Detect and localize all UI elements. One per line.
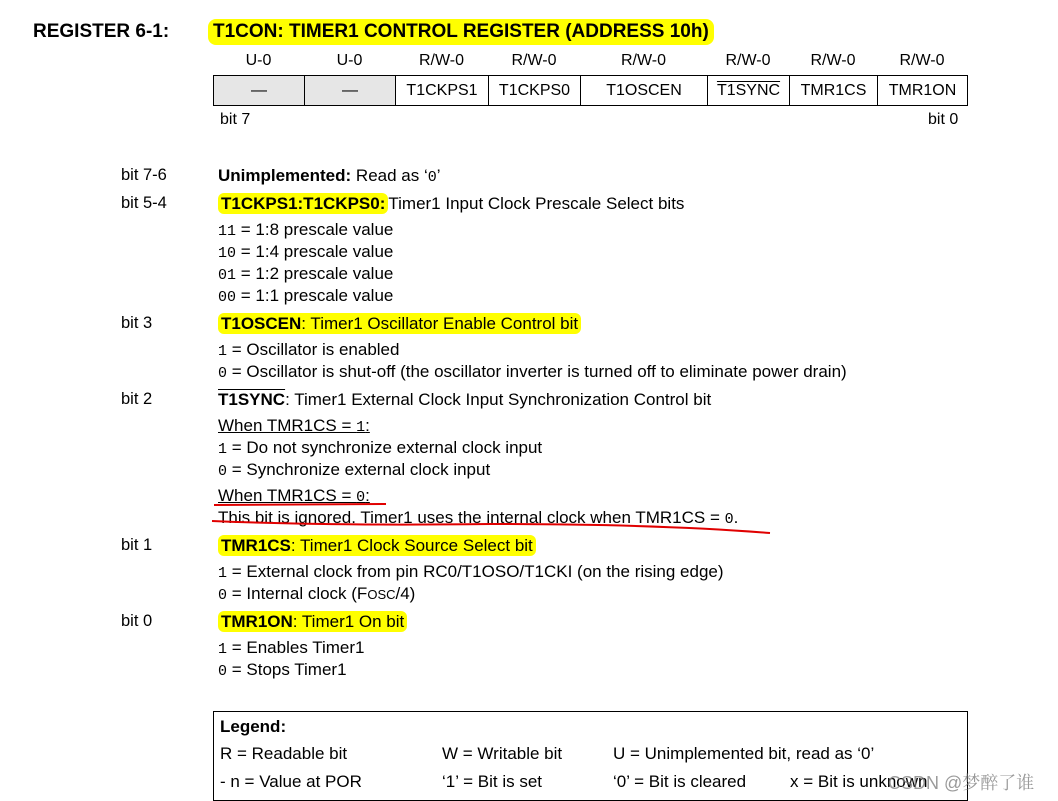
bit2-option-0 (218, 460, 490, 480)
bit3-highlight (218, 313, 581, 334)
when-text: When TMR1CS = (218, 416, 357, 435)
option-text-end: /4) (395, 584, 416, 603)
option-code: 0 (218, 463, 228, 480)
bit1-cell: TMR1CS (790, 76, 878, 106)
option-code: 00 (218, 289, 237, 306)
legend-unimplemented: U = Unimplemented bit, read as ‘0’ (613, 744, 875, 763)
access-bit5: R/W-0 (418, 52, 465, 69)
bit2-cell (708, 76, 790, 106)
ignored-text: This bit is ignored. Timer1 uses the internal clock when TMR1CS = (218, 508, 725, 527)
bit1-desc-text: : Timer1 Clock Source Select bit (290, 536, 533, 555)
register-access-row (213, 52, 969, 72)
bit0-marker: bit 0 (928, 111, 959, 128)
bit0-option-1 (218, 638, 365, 658)
register-title: T1CON: TIMER1 CONTROL REGISTER (ADDRESS 10h) (208, 19, 714, 45)
bit4-cell: T1CKPS0 (489, 76, 581, 106)
bit54-option-11 (218, 220, 393, 240)
access-bit1: R/W-0 (810, 52, 856, 69)
bit1-name: TMR1CS (221, 536, 291, 555)
bit76-label: bit 7-6 (121, 166, 167, 184)
option-text: = 1:8 prescale value (236, 220, 394, 239)
option-text: = 1:2 prescale value (236, 264, 394, 283)
option-code: 0 (218, 587, 228, 604)
t1sync-cell-label: T1SYNC (716, 81, 781, 99)
bit54-description (218, 194, 684, 214)
option-code: 11 (218, 223, 237, 240)
access-bit2: R/W-0 (725, 52, 771, 69)
bit0-highlight (218, 611, 407, 632)
bit76-text-end: ’ (436, 166, 441, 185)
bit76-description (218, 166, 441, 186)
access-bit0: R/W-0 (899, 52, 945, 69)
bit0-name: TMR1ON (221, 612, 293, 631)
when-code: 1 (356, 419, 366, 436)
legend-box (213, 711, 968, 801)
bit0-option-0 (218, 660, 347, 680)
legend-bit-unknown: x = Bit is unknown (790, 772, 928, 791)
bit0-cell: TMR1ON (878, 76, 968, 106)
option-code: 1 (218, 641, 228, 658)
legend-title: Legend: (220, 717, 287, 736)
when-code: 0 (356, 489, 366, 506)
red-underline-long (212, 521, 770, 533)
bit3-cell: T1OSCEN (581, 76, 708, 106)
option-code: 0 (218, 365, 228, 382)
bit2-desc-text: : Timer1 External Clock Input Synchronization Control bit (285, 390, 712, 409)
register-bit-table (213, 75, 968, 106)
option-code: 1 (218, 565, 228, 582)
when-colon: : (365, 486, 370, 505)
bit6-cell: — (305, 76, 396, 106)
legend-bit-cleared: ‘0’ = Bit is cleared (613, 772, 747, 791)
bit3-option-1 (218, 340, 399, 360)
option-code: 01 (218, 267, 237, 284)
bit1-label: bit 1 (121, 536, 153, 554)
watermark: CSDN @梦醉了谁 (888, 773, 1035, 793)
bit3-name: T1OSCEN (221, 314, 302, 333)
bit7-cell: — (214, 76, 305, 106)
bit0-desc-text: : Timer1 On bit (292, 612, 405, 631)
bit5-cell: T1CKPS1 (396, 76, 489, 106)
bit3-description (218, 314, 581, 334)
legend-por: - n = Value at POR (220, 772, 362, 791)
option-text: = Oscillator is enabled (227, 340, 400, 359)
bit2-description (218, 390, 711, 410)
when-text: When TMR1CS = (218, 486, 357, 505)
register-label: REGISTER 6-1: (33, 21, 170, 42)
bit1-description (218, 536, 536, 556)
option-text: = 1:4 prescale value (236, 242, 394, 261)
option-text: = Stops Timer1 (227, 660, 347, 679)
bit3-desc-text: : Timer1 Oscillator Enable Control bit (301, 314, 579, 333)
access-bit4: R/W-0 (511, 52, 557, 69)
option-text: = 1:1 prescale value (236, 286, 394, 305)
bit1-highlight (218, 535, 536, 556)
legend-writable: W = Writable bit (442, 744, 563, 763)
bit2-when-tmr1cs-1 (218, 416, 370, 436)
option-code: 1 (218, 343, 228, 360)
ignored-code: 0 (724, 511, 734, 528)
bit54-name: T1CKPS1:T1CKPS0: (218, 193, 388, 214)
ignored-end: . (733, 508, 739, 527)
legend-readable: R = Readable bit (220, 744, 348, 763)
bit3-label: bit 3 (121, 314, 153, 332)
option-text: = Synchronize external clock input (227, 460, 491, 479)
bit54-label: bit 5-4 (121, 194, 167, 212)
option-text: = Oscillator is shut-off (the oscillator inverter is turned off to eliminate power drain) (227, 362, 847, 381)
bit76-value: 0 (427, 169, 437, 186)
bit1-option-1 (218, 562, 724, 582)
red-underline-annotation (210, 500, 780, 540)
option-text: = Do not synchronize external clock input (227, 438, 543, 457)
when-colon: : (365, 416, 370, 435)
option-code: 10 (218, 245, 237, 262)
bit54-desc-text: Timer1 Input Clock Prescale Select bits (388, 194, 685, 213)
bit0-label: bit 0 (121, 612, 153, 630)
option-code: 1 (218, 441, 228, 458)
access-bit6: U-0 (336, 52, 363, 69)
fosc-subscript: OSC (367, 587, 396, 602)
bit54-option-01 (218, 264, 393, 284)
option-text: = External clock from pin RC0/T1OSO/T1CKI (on the rising edge) (227, 562, 724, 581)
bit3-option-0 (218, 362, 847, 382)
bit2-label: bit 2 (121, 390, 153, 408)
legend-bit-set: ‘1’ = Bit is set (442, 772, 542, 791)
bit76-name: Unimplemented: (218, 166, 352, 185)
bit76-text: Read as ‘ (351, 166, 428, 185)
bit2-option-1 (218, 438, 542, 458)
option-text: = Internal clock (F (227, 584, 368, 603)
red-underline-short (214, 504, 386, 505)
access-bit7: U-0 (245, 52, 272, 69)
access-bit3: R/W-0 (620, 52, 667, 69)
bit0-description (218, 612, 407, 632)
bit1-option-0 (218, 584, 415, 604)
bit54-option-10 (218, 242, 393, 262)
option-text: = Enables Timer1 (227, 638, 365, 657)
bit54-option-00 (218, 286, 393, 306)
bit7-marker: bit 7 (220, 111, 251, 128)
option-code: 0 (218, 663, 228, 680)
bit2-name: T1SYNC (218, 390, 286, 409)
